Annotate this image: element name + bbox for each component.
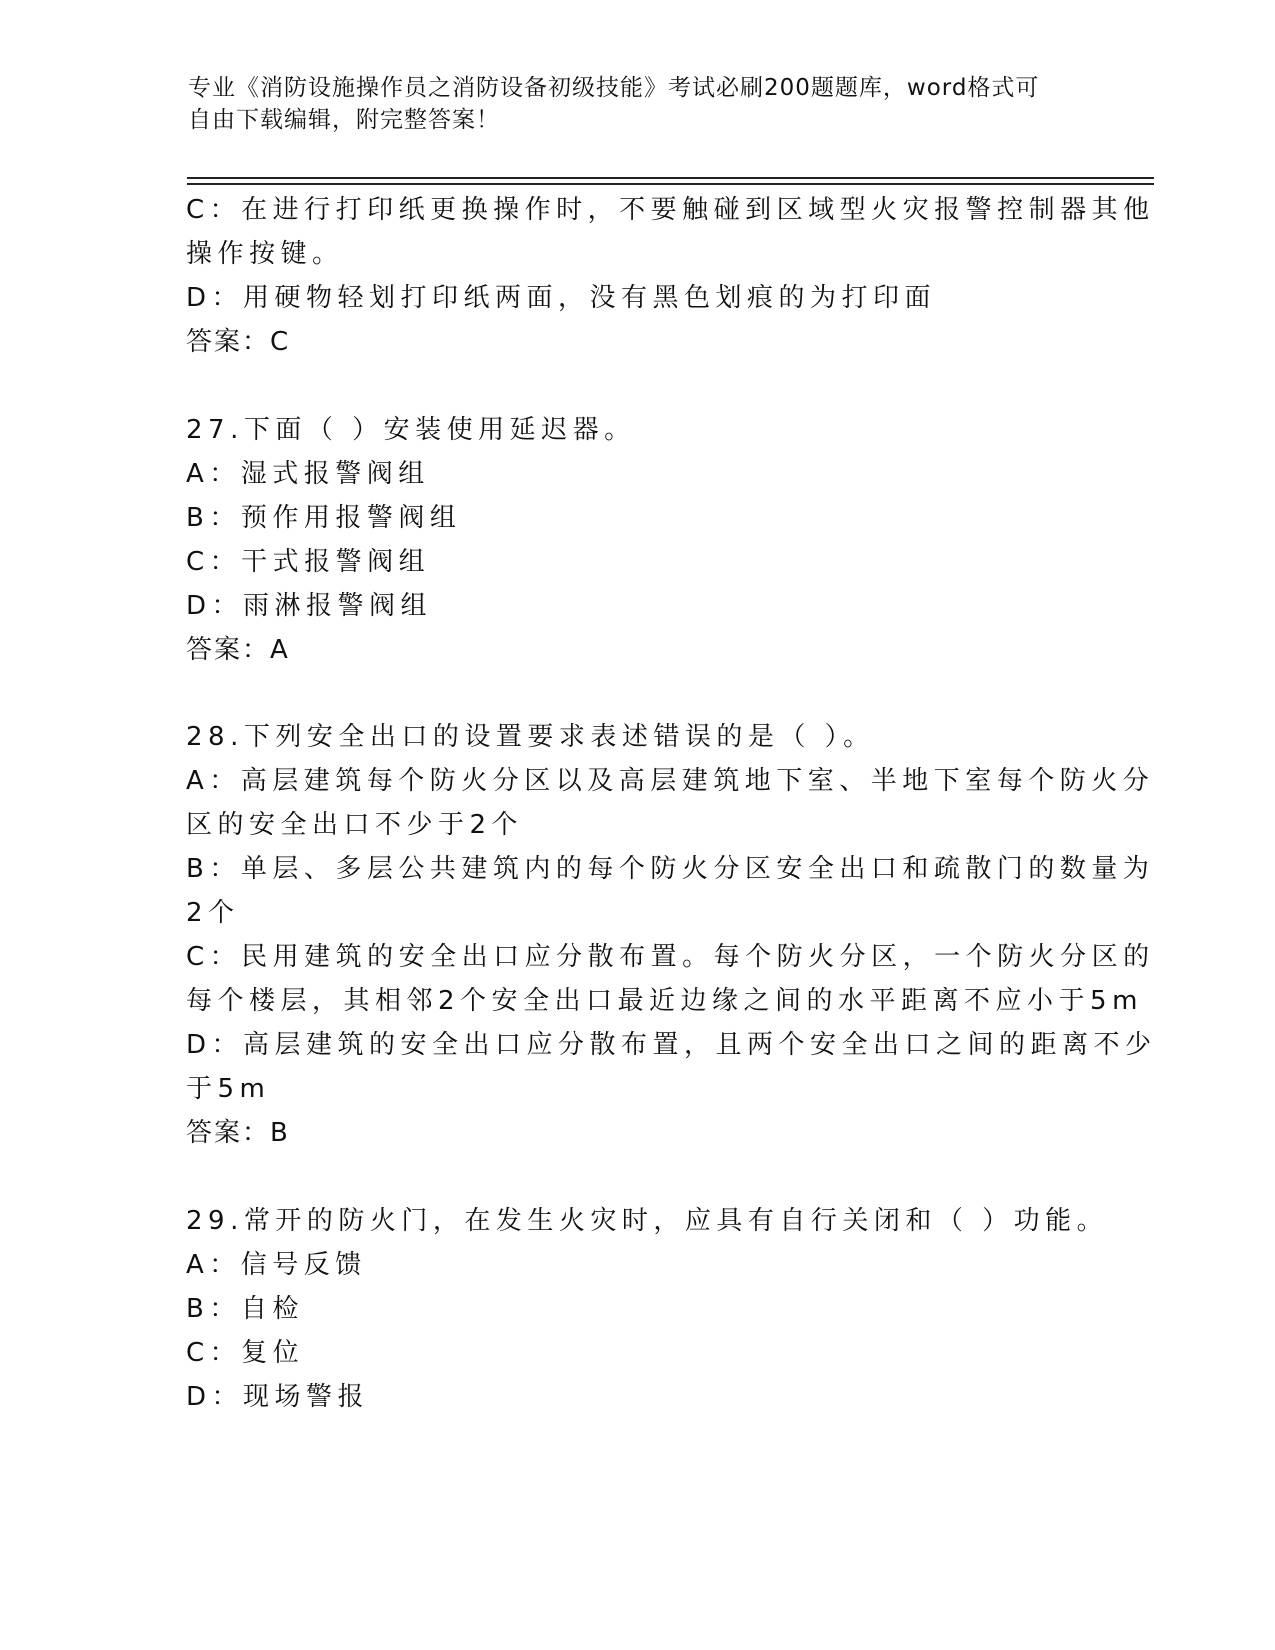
q28-option-c-line-1: C：民用建筑的安全出口应分散布置。每个防火分区，一个防火分区的 xyxy=(186,942,1155,972)
header-line-2: 自由下载编辑，附完整答案！ xyxy=(188,107,500,133)
q28-stem: 28.下列安全出口的设置要求表述错误的是（ ）。 xyxy=(186,722,875,752)
header-line-1: 专业《消防设施操作员之消防设备初级技能》考试必刷200题题库，word格式可 xyxy=(188,75,1040,101)
q29-option-b: B：自检 xyxy=(186,1294,304,1324)
q28-option-b-line-1: B：单层、多层公共建筑内的每个防火分区安全出口和疏散门的数量为 xyxy=(186,854,1155,884)
q26-option-c-line-1: C：在进行打印纸更换操作时，不要触碰到区域型火灾报警控制器其他 xyxy=(186,195,1155,225)
q28-option-b-line-2: 2个 xyxy=(186,898,240,928)
q29-option-d: D：现场警报 xyxy=(186,1382,370,1412)
q28-option-d-line-1: D：高层建筑的安全出口应分散布置，且两个安全出口之间的距离不少 xyxy=(186,1030,1157,1060)
q29-option-a: A：信号反馈 xyxy=(186,1250,367,1280)
q27-option-a: A：湿式报警阀组 xyxy=(186,459,430,489)
q29-option-c: C：复位 xyxy=(186,1338,305,1368)
q29-stem: 29.常开的防火门，在发生火灾时，应具有自行关闭和（ ）功能。 xyxy=(186,1206,1109,1236)
q28-option-a-line-1: A：高层建筑每个防火分区以及高层建筑地下室、半地下室每个防火分 xyxy=(186,766,1155,796)
header-rule-bottom xyxy=(187,183,1154,185)
q27-stem: 27.下面（ ）安装使用延迟器。 xyxy=(186,415,636,445)
q28-option-d-line-2: 于5m xyxy=(186,1074,271,1104)
q26-option-d: D：用硬物轻划打印纸两面，没有黑色划痕的为打印面 xyxy=(186,283,937,313)
document-header xyxy=(188,72,1068,136)
q27-option-c: C：干式报警阀组 xyxy=(186,547,431,577)
q28-option-a-line-2: 区的安全出口不少于2个 xyxy=(186,810,524,840)
q28-option-c-line-2: 每个楼层，其相邻2个安全出口最近边缘之间的水平距离不应小于5m xyxy=(186,986,1143,1016)
q26-option-c-line-2: 操作按键。 xyxy=(186,239,344,269)
q28-answer: 答案：B xyxy=(186,1118,290,1148)
q26-answer: 答案：C xyxy=(186,327,291,357)
q27-option-d: D：雨淋报警阀组 xyxy=(186,591,433,621)
q27-answer: 答案：A xyxy=(186,635,290,665)
header-rule-top xyxy=(187,177,1154,179)
q27-option-b: B：预作用报警阀组 xyxy=(186,503,462,533)
